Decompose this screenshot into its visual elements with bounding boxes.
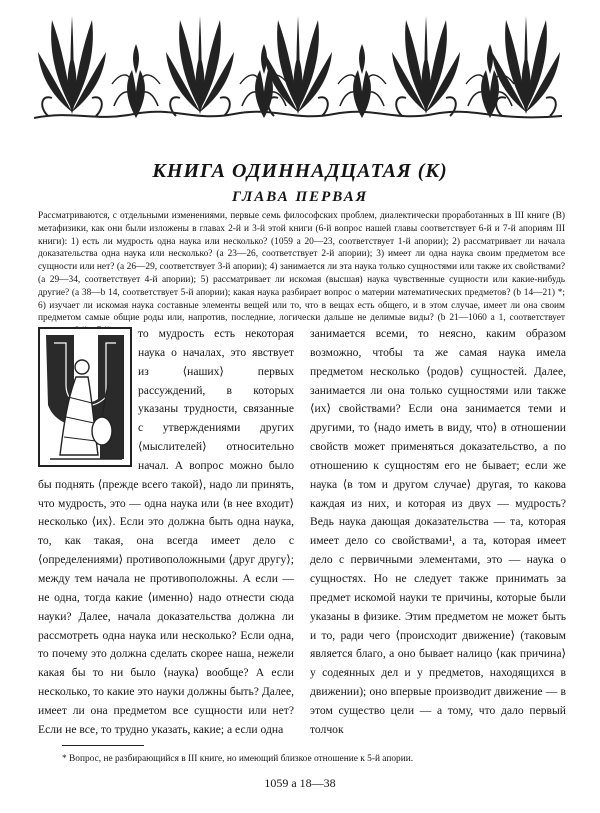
footnote: * Вопрос, не разбирающийся в III книге, но имеющий близкое отношение к 5-й апории. <box>62 754 414 764</box>
ornamental-headpiece <box>34 14 562 120</box>
footnote-separator <box>62 745 144 746</box>
left-column-text: то мудрость есть некоторая наука о началах, это явствует из ⟨наших⟩ первых рассуждений, в которых указаны трудности, связанные с утверждениями других ⟨мыслителей⟩ относительно начал. А вопрос можно было бы поднять ⟨прежде всего такой⟩, надо ли принять, что мудрость, это — одна наука или ⟨в нее входит⟩ несколько ⟨их⟩. Если это должна быть одна наука, то, как такая, она всегда имеет дело с ⟨определениями⟩ противоположными ⟨друг другу⟩; между тем начала не противоположны. А если — не одна, тогда какие ⟨именно⟩ надо отнести сюда науки? Далее, начала доказательства должна ли рассмотреть одна наука или несколько? Если одна, то почему это должна сделать скорее наша, нежели какая бы то ни было ⟨наука⟩ вообще? А если несколько, то какие это науки должны быть? Далее, имеет ли она предметом все сущности или нет? Если не все, то трудно указать, какие; а если одна <box>38 327 294 736</box>
book-title: КНИГА ОДИННАДЦАТАЯ (К) <box>152 160 448 182</box>
left-column <box>38 325 294 740</box>
chapter-summary: Рассматриваются, с отдельными изменениями, первые семь философских проблем, диалектически проработанных в III книге (В) метафизики, как они были изложены в главах 2-й и 3-й этой книги (6-й вопрос нашей главы соответствует 6-й и 7-й апориям III книги): 1) есть ли мудрость одна наука или несколько? (1059 a 20—23, соответствует 1-й апории); 2) рассматривает ли начала доказательства одна наука или несколько? (a 23—26, соответствует 2-й апории); 3) имеет ли одна наука своим предметом все сущности или нет? (a 26—29, соответствует 3-й апории); 4) занимается ли эта наука только сущностями или также их свойствами? (a 29—34, соответствует 4-й апории); 5) рассматривает ли искомая (высшая) наука чувственные сущности или какие-нибудь другие? (a 38—b 14, соответствует 5-й апории); какая наука разбирает вопрос о материи математических предметов? (b 14—21) *; 6) изучает ли искомая наука составные элементы вещей или то, что в вещах есть общего, и в этом случае, имеет ли она своим предметом самые общие роды или, напротив, последние, логически дальше не делимые виды? (b 21—1060 a 1, соответствует <box>38 211 565 324</box>
right-column-text: занимается всеми, то неясно, каким образом возможно, чтобы та же самая наука имела предметом несколько ⟨родов⟩ сущностей. Далее, занимается ли она только сущностями или также ⟨их⟩ свойствами? Если она занимается теми и другими, то ⟨надо иметь в виду, что⟩ в отношении свойств может применяться доказательство, а по отношению к сущностям его не бывает; если же наука ⟨в том и другом случае⟩ другая, то какова каждая из них, и которая из двух — мудрость? Ведь наука дающая доказательства — та, которая имеет дело со свойствами¹, а та, которая имеет дело с первичными элементами, это — наука о сущностях. Но не следует также принимать за предмет искомой науки те причины, которые были указаны в физике. Этим предметом не может быть и то, ради чего ⟨происходит движение⟩ (таковым является благо, а оно бывает налицо ⟨как причина⟩ у содеянных дел и у предметов, находящихся в движении); оно впервые производит движение — в этом существо цели — а тому, что дало первый толчок <box>310 327 566 736</box>
page-reference: 1059 a 18—38 <box>264 776 336 790</box>
illuminated-initial-illustration <box>38 327 132 467</box>
chapter-title: ГЛАВА ПЕРВАЯ <box>231 189 369 205</box>
